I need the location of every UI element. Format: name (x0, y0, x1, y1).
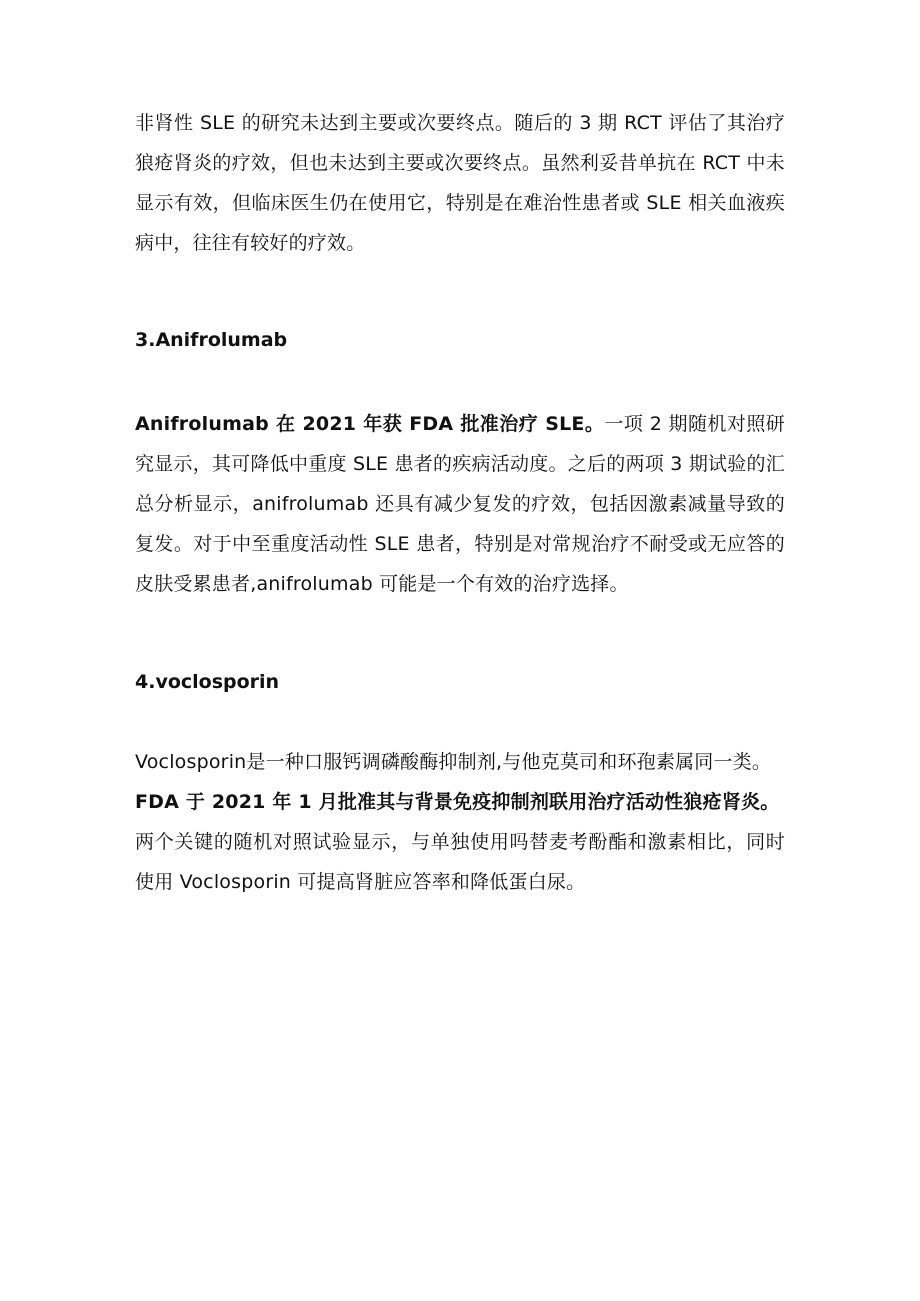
anifrolumab-description: 一项 2 期随机对照研究显示，其可降低中重度 SLE 患者的疾病活动度。之后的两项 3 期试验的汇总分析显示，anifrolumab 还具有减少复发的疗效，包括因激素减量导致的复发。对于中至重度活动性 SLE 患者，特别是对常规治疗不耐受或无应答的皮肤受累患者,anifrolumab 可能是一个有效的治疗选择。 (135, 413, 785, 595)
document-content (135, 103, 785, 902)
spacer (135, 604, 785, 662)
paragraph-anifrolumab (135, 404, 785, 604)
spacer (135, 360, 785, 404)
anifrolumab-approval-bold: Anifrolumab 在 2021 年获 FDA 批准治疗 SLE。 (135, 413, 605, 435)
spacer (135, 702, 785, 742)
voclosporin-intro: Voclosporin是一种口服钙调磷酸酶抑制剂,与他克莫司和环孢素属同一类。 (135, 751, 772, 773)
voclosporin-approval-bold: FDA 于 2021 年 1 月批准其与背景免疫抑制剂联用治疗活动性狼疮肾炎。 (135, 791, 780, 813)
paragraph-voclosporin (135, 742, 785, 902)
paragraph-rituximab-conclusion: 非肾性 SLE 的研究未达到主要或次要终点。随后的 3 期 RCT 评估了其治疗狼疮肾炎的疗效，但也未达到主要或次要终点。虽然利妥昔单抗在 RCT 中未显示有效，但临床医生仍在使用它，特别是在难治性患者或 SLE 相关血液疾病中，往往有较好的疗效。 (135, 112, 785, 254)
spacer (135, 263, 785, 320)
heading-anifrolumab: 3.Anifrolumab (135, 329, 288, 351)
heading-voclosporin: 4.voclosporin (135, 671, 280, 693)
voclosporin-trial-results: 两个关键的随机对照试验显示，与单独使用吗替麦考酚酯和激素相比，同时使用 Voclosporin 可提高肾脏应答率和降低蛋白尿。 (135, 831, 785, 893)
